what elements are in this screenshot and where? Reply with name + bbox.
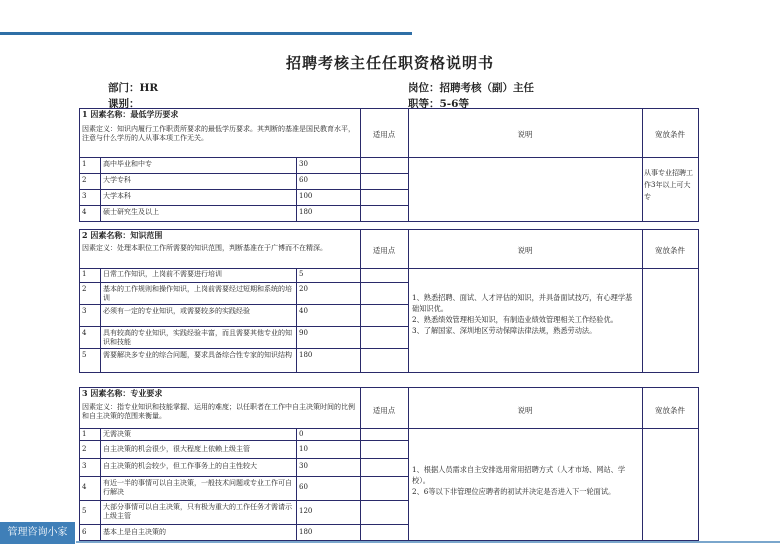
level-score: 0 <box>299 430 304 438</box>
level-text: 大学专科 <box>103 176 131 184</box>
dept-label: 部门：HR <box>108 82 159 94</box>
level-no: 1 <box>82 430 87 438</box>
level-score: 10 <box>299 445 308 453</box>
level-score: 180 <box>299 208 313 216</box>
factor-definition: 因素定义：知识内履行工作职责所要求的最低学历要求。其判断的基准是国民教育水平，注意与什么学历的人从事本项工作无关。 <box>82 125 355 142</box>
col-explain: 说明 <box>517 130 533 139</box>
level-no: 1 <box>82 270 87 278</box>
level-score: 120 <box>299 507 313 515</box>
level-text: 基本上是自主决策的 <box>103 528 166 536</box>
level-text: 大部分事情可以自主决策，只有极为重大的工作任务才需请示上级主管 <box>103 503 292 520</box>
level-score: 90 <box>299 329 308 337</box>
level-score: 40 <box>299 307 308 315</box>
page-title: 招聘考核主任任职资格说明书 <box>285 54 494 72</box>
watermark-badge: 管理咨询小家 <box>0 522 75 544</box>
factor-name: 1 因素名称：最低学历要求 <box>82 109 179 119</box>
level-text: 必须有一定的专业知识，或需要较多的实践经验 <box>103 307 250 315</box>
factor-definition: 因素定义：指专业知识和技能掌握、运用的难度；以任职者在工作中自主决策时间的比例和自主决策的范围来衡量。 <box>82 403 355 420</box>
level-text: 基本的工作规则和操作知识，上岗前需要经过短期和系统的培训 <box>103 285 292 302</box>
level-score: 30 <box>299 160 308 168</box>
col-apply: 适用点 <box>372 406 396 415</box>
level-no: 6 <box>82 528 87 536</box>
level-no: 5 <box>82 351 87 359</box>
col-apply: 适用点 <box>372 130 396 139</box>
factor-section-1 <box>79 108 699 222</box>
col-explain: 说明 <box>517 246 533 255</box>
factor-name: 2 因素名称：知识范围 <box>82 230 163 240</box>
level-text: 高中毕业和中专 <box>103 160 152 168</box>
section-label: 课别： <box>108 98 140 110</box>
col-apply: 适用点 <box>372 246 396 255</box>
col-relax: 宽放条件 <box>655 406 685 415</box>
level-no: 5 <box>82 507 87 515</box>
level-text: 具有较高的专业知识，实践经验丰富，而且需要其他专业的知识和技能 <box>103 329 292 346</box>
factor-explanation: 1、熟悉招聘、面试、人才评估的知识，并具备面试技巧，有心理学基础知识优。 2、熟悉绩效管理相关知识，有制造业绩效管理相关工作经验优。 3、了解国家、深圳地区劳动保障法律法规，熟悉劳动法。 <box>412 293 633 335</box>
level-score: 30 <box>299 462 308 470</box>
level-text: 无需决策 <box>103 430 131 438</box>
relax-condition: 从事专业招聘工作3年以上可大专 <box>644 169 693 201</box>
level-text: 自主决策的机会很少，很大程度上依赖上级主管 <box>103 445 250 453</box>
level-score: 5 <box>299 270 304 278</box>
level-no: 1 <box>82 160 87 168</box>
col-relax: 宽放条件 <box>655 130 685 139</box>
factor-section-3 <box>79 387 699 541</box>
level-score: 180 <box>299 351 313 359</box>
level-no: 2 <box>82 445 87 453</box>
level-text: 硕士研究生及以上 <box>103 208 159 216</box>
grade-label: 职等：5-6等 <box>408 98 469 110</box>
level-no: 3 <box>82 307 87 315</box>
factor-explanation: 1、根据人员需求自主安排选用常用招聘方式（人才市场、网站、学校）。 2、6等以下非管理位应聘者的初试并决定是否进入下一轮面试。 <box>412 465 626 496</box>
level-text: 需要解决多专业的综合问题，要求具备综合性专家的知识结构 <box>103 351 292 359</box>
factor-definition: 因素定义：处理本职位工作所需要的知识范围，判断基准在于广博而不在精深。 <box>82 244 327 252</box>
level-text: 自主决策的机会较少，但工作事务上的自主性较大 <box>103 462 257 470</box>
level-text: 大学本科 <box>103 192 131 200</box>
position-label: 岗位：招聘考核（副）主任 <box>408 82 534 94</box>
level-no: 4 <box>82 329 87 337</box>
level-no: 3 <box>82 462 87 470</box>
level-no: 2 <box>82 285 87 293</box>
level-score: 100 <box>299 192 313 200</box>
factor-section-2 <box>79 229 699 373</box>
col-explain: 说明 <box>517 406 533 415</box>
bottom-rule <box>76 541 780 543</box>
level-score: 20 <box>299 285 308 293</box>
level-text: 有近一半的事情可以自主决策，一般技术问题或专业工作可自行解决 <box>103 479 292 496</box>
level-no: 4 <box>82 483 87 491</box>
level-no: 4 <box>82 208 87 216</box>
level-no: 3 <box>82 192 87 200</box>
level-score: 60 <box>299 176 308 184</box>
level-score: 180 <box>299 528 313 536</box>
level-score: 60 <box>299 483 308 491</box>
level-text: 日常工作知识，上岗前不需要进行培训 <box>103 270 222 278</box>
factor-name: 3 因素名称：专业要求 <box>82 388 163 398</box>
level-no: 2 <box>82 176 87 184</box>
top-rule <box>0 32 412 35</box>
col-relax: 宽放条件 <box>655 246 685 255</box>
